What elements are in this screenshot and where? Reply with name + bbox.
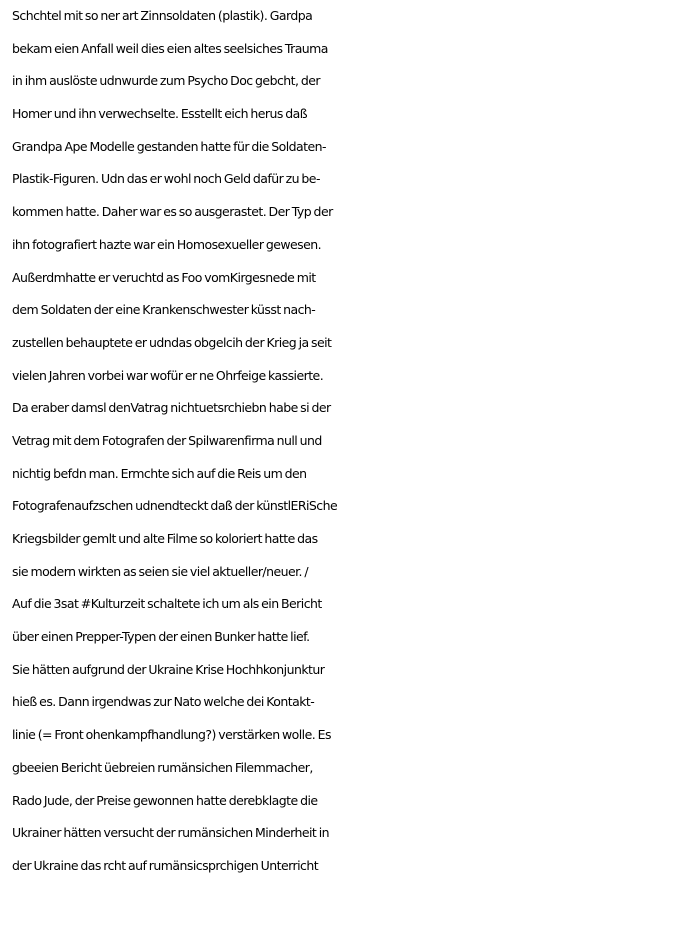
text-line: bekam eien Anfall weil dies eien altes seelsiches Trauma	[12, 40, 328, 56]
text-line: Da eraber damsl denVatrag nichtuetsrchiebn habe si der	[12, 400, 331, 416]
text-line: linie (= Front ohenkampfhandlung?) verstärken wolle. Es	[12, 727, 331, 743]
text-line: ihn fotografiert hazte war ein Homosexueller gewesen.	[12, 236, 322, 252]
text-line: nichtig befdn man. Ermchte sich auf die Reis um den	[12, 465, 307, 481]
text-line: kommen hatte. Daher war es so ausgerastet. Der Typ der	[12, 204, 333, 220]
text-line: Auf die 3sat #Kulturzeit schaltete ich um als ein Bericht	[12, 596, 322, 612]
text-line: in ihm auslöste udnwurde zum Psycho Doc gebcht, der	[12, 73, 320, 89]
text-line: vielen Jahren vorbei war wofür er ne Ohrfeige kassierte.	[12, 367, 324, 383]
text-line: Außerdmhatte er veruchtd as Foo vomKirgesnede mit	[12, 269, 316, 285]
text-line: Schchtel mit so ner art Zinnsoldaten (plastik). Gardpa	[12, 8, 313, 23]
text-line: Rado Jude, der Preise gewonnen hatte derebklagte die	[12, 792, 318, 808]
text-line: Fotografenaufzschen udnendteckt daß der künstlERiSche	[12, 498, 338, 514]
text-line: Ukrainer hätten versucht der rumänsichen Minderheit in	[12, 825, 329, 841]
body-text	[12, 0, 684, 883]
text-line: Grandpa Ape Modelle gestanden hatte für die Soldaten-	[12, 138, 326, 154]
text-line: über einen Prepper-Typen der einen Bunker hatte lief.	[12, 629, 310, 645]
text-line: dem Soldaten der eine Krankenschwester küsst nach-	[12, 302, 316, 318]
text-line: Vetrag mit dem Fotografen der Spilwarenfirma null und	[12, 432, 322, 448]
text-line: hieß es. Dann irgendwas zur Nato welche dei Kontakt-	[12, 694, 315, 710]
text-line: sie modern wirkten as seien sie viel aktueller/neuer. /	[12, 563, 309, 579]
text-line: gbeeien Bericht üebreien rumänsichen Filemmacher,	[12, 759, 313, 775]
text-line: Kriegsbilder gemlt und alte Filme so koloriert hatte das	[12, 531, 318, 546]
text-line: Sie hätten aufgrund der Ukraine Krise Hochhkonjunktur	[12, 661, 325, 677]
text-line: Plastik-Figuren. Udn das er wohl noch Geld dafür zu be-	[12, 171, 320, 187]
text-line: zustellen behauptete er udndas obgelcih der Krieg ja seit	[12, 334, 332, 350]
text-line: Homer und ihn verwechselte. Esstellt eich herus daß	[12, 106, 308, 122]
text-line: der Ukraine das rcht auf rumänsicsprchigen Unterricht	[12, 857, 319, 873]
